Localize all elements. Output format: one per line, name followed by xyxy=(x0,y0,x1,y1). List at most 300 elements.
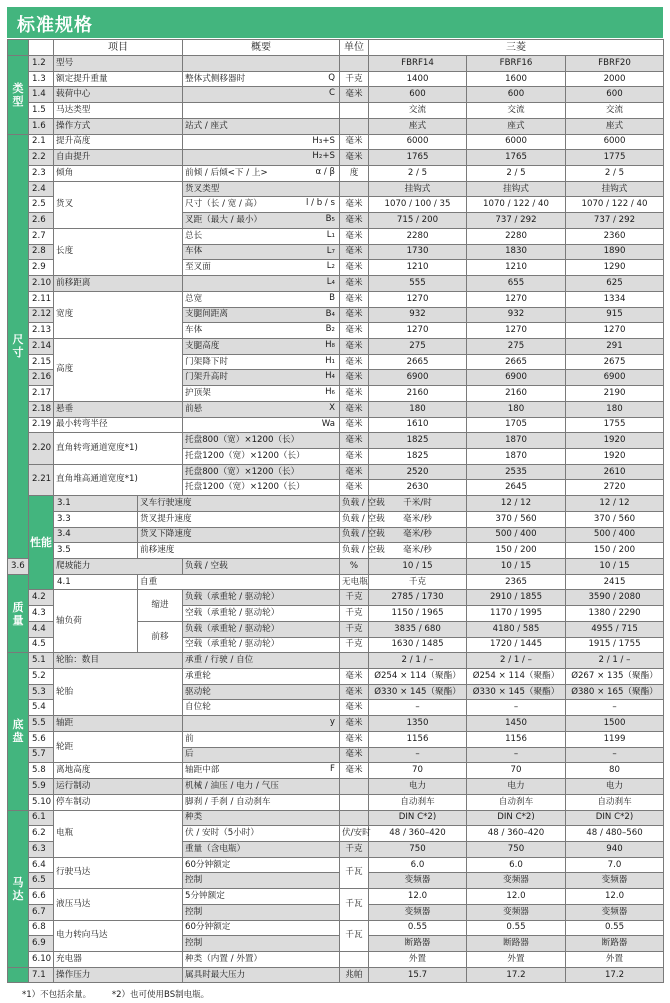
value-cell: 挂钩式 xyxy=(467,181,566,197)
unit-cell: 毫米 xyxy=(340,700,369,716)
summary-cell xyxy=(183,794,340,810)
value-cell: 自动刹车 xyxy=(566,794,664,810)
value-cell: 2280 xyxy=(467,228,566,244)
value-cell: 2365 xyxy=(467,574,566,590)
value-cell: 370 / 560 xyxy=(467,511,566,527)
row-number: 2.6 xyxy=(29,213,54,229)
summary-text: 托盘1200（宽）×1200（长） xyxy=(185,450,305,461)
item-label: 自重 xyxy=(138,574,340,590)
value-cell: 2 / 1 / – xyxy=(566,653,664,669)
value-cell: 2675 xyxy=(566,354,664,370)
table-row xyxy=(8,71,664,87)
item-label: 离地高度 xyxy=(54,763,183,779)
value-cell: 座式 xyxy=(566,118,664,134)
row-number: 5.5 xyxy=(29,716,54,732)
unit-cell: 千克 xyxy=(340,841,369,857)
value-cell: 2 / 1 / – xyxy=(369,653,467,669)
category-cell xyxy=(8,967,29,983)
item-label: 长度 xyxy=(54,228,183,275)
item-label: 电瓶 xyxy=(54,810,183,857)
header-num xyxy=(29,40,54,56)
category-cell: 底盘 xyxy=(8,653,29,810)
category-cell: 质量 xyxy=(8,574,29,653)
value-cell: 交流 xyxy=(566,103,664,119)
item-label: 行驶马达 xyxy=(54,857,183,888)
row-number: 1.4 xyxy=(29,87,54,103)
symbol-text: L₂ xyxy=(326,261,335,272)
value-cell: 6.0 xyxy=(369,857,467,873)
row-number: 2.20 xyxy=(29,433,54,464)
table-row xyxy=(8,559,664,575)
unit-cell: 毫米 xyxy=(340,417,369,433)
unit-cell: 毫米 xyxy=(340,276,369,292)
table-row xyxy=(8,291,664,307)
category-cell: 类型 xyxy=(8,56,29,135)
value-cell: 12.0 xyxy=(467,889,566,905)
row-number: 6.10 xyxy=(29,951,54,967)
row-number: 6.7 xyxy=(29,904,54,920)
symbol-text: H₃+S xyxy=(312,135,335,146)
value-cell: 1170 / 1995 xyxy=(467,606,566,622)
unit-cell xyxy=(340,118,369,134)
value-cell: FBRF16 xyxy=(467,56,566,72)
summary-text: 5分钟额定 xyxy=(185,890,225,901)
value-cell: 1199 xyxy=(566,731,664,747)
value-cell: DIN C*2) xyxy=(566,810,664,826)
table-row xyxy=(8,967,664,983)
value-cell: 180 xyxy=(566,401,664,417)
value-cell: 2000 xyxy=(566,71,664,87)
unit-cell: 千瓦 xyxy=(340,920,369,951)
summary-cell xyxy=(183,134,340,150)
unit-cell: 千克 xyxy=(340,590,369,606)
value-cell: 150 / 200 xyxy=(467,543,566,559)
row-number: 2.14 xyxy=(29,338,54,354)
value-cell: 变频器 xyxy=(369,873,467,889)
value-cell: Ø330 × 145（聚酯） xyxy=(369,684,467,700)
summary-cell xyxy=(183,920,340,936)
unit-cell: 兆帕 xyxy=(340,967,369,983)
value-cell: 1350 xyxy=(369,716,467,732)
value-cell: 电力 xyxy=(467,779,566,795)
summary-text: 脚刹 / 手刹 / 自动刹车 xyxy=(185,796,271,807)
summary-text: 控制 xyxy=(185,938,203,949)
value-cell: 500 / 400 xyxy=(467,527,566,543)
value-cell: 10 / 15 xyxy=(467,559,566,575)
summary-cell xyxy=(183,71,340,87)
summary-text: 轴距中部 xyxy=(185,765,220,776)
value-cell: 2280 xyxy=(369,228,467,244)
header-unit: 单位 xyxy=(340,40,369,56)
item-label: 自由提升 xyxy=(54,150,183,166)
table-row xyxy=(8,511,664,527)
summary-cell xyxy=(183,621,340,637)
value-cell: 1400 xyxy=(369,71,467,87)
table-row xyxy=(8,669,664,685)
row-number: 2.12 xyxy=(29,307,54,323)
value-cell: 750 xyxy=(467,841,566,857)
symbol-text: H₁ xyxy=(325,355,335,366)
value-cell: – xyxy=(566,747,664,763)
value-cell: DIN C*2) xyxy=(369,810,467,826)
row-number: 5.8 xyxy=(29,763,54,779)
item-label: 提升高度 xyxy=(54,134,183,150)
value-cell: 断路器 xyxy=(369,936,467,952)
item-label: 货叉提升速度 xyxy=(138,511,340,527)
table-row xyxy=(8,87,664,103)
unit-cell xyxy=(340,779,369,795)
value-cell: 275 xyxy=(467,338,566,354)
row-number: 7.1 xyxy=(29,967,54,983)
row-number: 2.21 xyxy=(29,464,54,495)
summary-text: 托盘800（宽）×1200（长） xyxy=(185,466,300,477)
unit-cell: 毫米 xyxy=(340,354,369,370)
table-row xyxy=(8,857,664,873)
summary-cell xyxy=(183,103,340,119)
unit-cell xyxy=(340,951,369,967)
value-cell: FBRF14 xyxy=(369,56,467,72)
row-number: 4.5 xyxy=(29,637,54,653)
value-cell: 2785 / 1730 xyxy=(369,590,467,606)
item-label: 高度 xyxy=(54,338,183,401)
item-label: 液压马达 xyxy=(54,889,183,920)
value-cell: 0.55 xyxy=(467,920,566,936)
symbol-text: B xyxy=(329,292,335,303)
value-cell: 电力 xyxy=(566,779,664,795)
value-cell: 1870 xyxy=(467,433,566,449)
value-cell: 3835 / 680 xyxy=(369,621,467,637)
summary-cell xyxy=(183,559,340,575)
summary-text: 种类 xyxy=(185,812,203,823)
value-cell: 6000 xyxy=(566,134,664,150)
value-cell: 48 / 480–560 xyxy=(566,826,664,842)
row-number: 2.4 xyxy=(29,181,54,197)
symbol-text: y xyxy=(329,717,335,728)
row-number: 5.10 xyxy=(29,794,54,810)
summary-text: 前倾 / 后倾<下 / 上> xyxy=(185,167,268,178)
row-number: 6.8 xyxy=(29,920,54,936)
summary-text: 门架降下时 xyxy=(185,356,228,367)
unit-cell xyxy=(340,810,369,826)
value-cell: 变频器 xyxy=(467,873,566,889)
row-number: 6.3 xyxy=(29,841,54,857)
summary-text: 负载 / 空载 xyxy=(185,560,228,571)
value-cell: 2665 xyxy=(369,354,467,370)
summary-text: 站式 / 座式 xyxy=(185,120,228,131)
table-row xyxy=(8,574,664,590)
header-summary: 概要 xyxy=(183,40,340,56)
value-cell: 6000 xyxy=(369,134,467,150)
value-cell: 940 xyxy=(566,841,664,857)
value-cell: 2535 xyxy=(467,464,566,480)
summary-cell xyxy=(183,810,340,826)
summary-text: 负载（承重轮 / 驱动轮） xyxy=(185,623,280,634)
table-row xyxy=(8,810,664,826)
category-cell: 尺寸 xyxy=(8,134,29,558)
summary-cell xyxy=(183,716,340,732)
value-cell: 3590 / 2080 xyxy=(566,590,664,606)
row-number: 5.2 xyxy=(29,669,54,685)
row-number: 2.11 xyxy=(29,291,54,307)
item-label: 直角转弯通道宽度*1) xyxy=(54,433,183,464)
table-row xyxy=(8,951,664,967)
summary-text: 前悬 xyxy=(185,403,203,414)
value-cell: 48 / 360–420 xyxy=(467,826,566,842)
value-cell: 150 / 200 xyxy=(566,543,664,559)
row-number: 2.13 xyxy=(29,323,54,339)
value-cell: 1915 / 1755 xyxy=(566,637,664,653)
row-number: 5.7 xyxy=(29,747,54,763)
value-cell: – xyxy=(566,700,664,716)
value-cell: FBRF20 xyxy=(566,56,664,72)
row-number: 3.1 xyxy=(54,496,138,512)
value-cell: 737 / 292 xyxy=(566,213,664,229)
value-cell: 932 xyxy=(467,307,566,323)
summary-text: 总宽 xyxy=(185,293,203,304)
value-cell: 1150 / 1965 xyxy=(369,606,467,622)
unit-cell: 千瓦 xyxy=(340,889,369,920)
summary-cell xyxy=(183,118,340,134)
value-cell: 变频器 xyxy=(566,904,664,920)
value-cell: 1720 / 1445 xyxy=(467,637,566,653)
value-cell: 750 xyxy=(369,841,467,857)
value-cell: 2 / 5 xyxy=(467,166,566,182)
table-row xyxy=(8,181,664,197)
summary-cell xyxy=(183,244,340,260)
item-label: 额定提升重量 xyxy=(54,71,183,87)
summary-text: 承重轮 xyxy=(185,670,211,681)
row-number: 2.8 xyxy=(29,244,54,260)
unit-cell: 毫米 xyxy=(340,480,369,496)
value-cell: 1920 xyxy=(566,448,664,464)
footnote-1: *1）不包括余量。 xyxy=(22,990,92,1000)
item-label: 轮胎：数目 xyxy=(54,653,183,669)
summary-cell xyxy=(183,228,340,244)
summary-cell xyxy=(183,181,340,197)
summary-text: 托盘1200（宽）×1200（长） xyxy=(185,482,305,493)
summary-cell xyxy=(183,401,340,417)
item-label: 载荷中心 xyxy=(54,87,183,103)
symbol-text: B₂ xyxy=(325,324,335,335)
value-cell: 6900 xyxy=(566,370,664,386)
item-label: 宽度 xyxy=(54,291,183,338)
row-number: 3.5 xyxy=(54,543,138,559)
unit-cell: 千克 xyxy=(340,637,369,653)
summary-cell xyxy=(183,747,340,763)
row-number: 6.2 xyxy=(29,826,54,842)
summary-text: 控制 xyxy=(185,875,203,886)
footnote-2: *2）也可使用BS制电瓶。 xyxy=(111,990,210,1000)
summary-cell xyxy=(183,731,340,747)
unit-cell: 毫米 xyxy=(340,338,369,354)
header-manufacturer: 三菱 xyxy=(369,40,664,56)
value-cell: 1270 xyxy=(467,323,566,339)
symbol-text: B₅ xyxy=(325,214,335,225)
item-label: 直角堆高通道宽度*1) xyxy=(54,464,183,495)
symbol-text: F xyxy=(330,764,335,775)
value-cell: 1830 xyxy=(467,244,566,260)
value-cell: 10 / 15 xyxy=(369,559,467,575)
row-number: 6.5 xyxy=(29,873,54,889)
unit-cell: 度 xyxy=(340,166,369,182)
value-cell: DIN C*2) xyxy=(467,810,566,826)
value-cell: 6900 xyxy=(369,370,467,386)
unit-cell: 毫米 xyxy=(340,747,369,763)
table-row xyxy=(8,464,664,480)
value-cell: 自动刹车 xyxy=(467,794,566,810)
value-cell: 600 xyxy=(566,87,664,103)
unit-cell: 毫米 xyxy=(340,464,369,480)
item-label: 货叉下降速度 xyxy=(138,527,340,543)
value-cell: 932 xyxy=(369,307,467,323)
unit-cell: % xyxy=(340,559,369,575)
summary-text: 60分钟额定 xyxy=(185,922,231,933)
summary-text: 空载（承重轮 / 驱动轮） xyxy=(185,639,280,650)
summary-cell xyxy=(183,841,340,857)
value-cell: 座式 xyxy=(467,118,566,134)
value-cell: 2630 xyxy=(369,480,467,496)
item-label: 悬垂 xyxy=(54,401,183,417)
summary-text: 种类（内置 / 外置） xyxy=(185,953,263,964)
unit-cell: 毫米 xyxy=(340,291,369,307)
summary-cell xyxy=(183,857,340,873)
row-number: 2.19 xyxy=(29,417,54,433)
value-cell: 1450 xyxy=(467,716,566,732)
item-label: 运行制动 xyxy=(54,779,183,795)
summary-text: 支腿间距离 xyxy=(185,309,228,320)
item-label: 电力转向马达 xyxy=(54,920,183,951)
symbol-text: H₆ xyxy=(325,387,335,398)
unit-cell: 毫米 xyxy=(340,213,369,229)
summary-text: 前 xyxy=(185,733,194,744)
table-row xyxy=(8,527,664,543)
value-cell: 1070 / 122 / 40 xyxy=(467,197,566,213)
symbol-text: H₈ xyxy=(325,339,335,350)
value-cell: 1730 xyxy=(369,244,467,260)
value-cell: 1290 xyxy=(566,260,664,276)
value-cell: 外置 xyxy=(467,951,566,967)
unit-cell: 毫米 xyxy=(340,307,369,323)
header-item: 项目 xyxy=(54,40,183,56)
unit-cell: 毫米/秒 xyxy=(369,543,467,559)
summary-text: 门架升高时 xyxy=(185,372,228,383)
value-cell: 10 / 15 xyxy=(566,559,664,575)
row-number: 1.5 xyxy=(29,103,54,119)
value-cell: 1920 xyxy=(566,433,664,449)
unit-cell: 毫米 xyxy=(340,244,369,260)
table-row xyxy=(8,118,664,134)
value-cell: – xyxy=(467,700,566,716)
value-cell: 1334 xyxy=(566,291,664,307)
summary-cell xyxy=(340,543,385,559)
value-cell: 1210 xyxy=(467,260,566,276)
row-number: 6.1 xyxy=(29,810,54,826)
summary-text: 车体 xyxy=(185,246,203,257)
row-number: 2.18 xyxy=(29,401,54,417)
summary-cell xyxy=(183,763,340,779)
value-cell: 挂钩式 xyxy=(566,181,664,197)
symbol-text: α / β xyxy=(315,167,335,178)
value-cell: 600 xyxy=(369,87,467,103)
value-cell: 0.55 xyxy=(369,920,467,936)
unit-cell: 毫米 xyxy=(340,134,369,150)
table-row xyxy=(8,543,664,559)
unit-cell: 毫米/秒 xyxy=(369,511,467,527)
value-cell: 1270 xyxy=(566,323,664,339)
title-bar xyxy=(7,7,663,38)
summary-cell xyxy=(183,87,340,103)
value-cell: 2160 xyxy=(369,386,467,402)
unit-cell: 毫米 xyxy=(340,386,369,402)
value-cell: 1156 xyxy=(369,731,467,747)
value-cell: 4180 / 585 xyxy=(467,621,566,637)
value-cell: 座式 xyxy=(369,118,467,134)
summary-text: 控制 xyxy=(185,906,203,917)
summary-cell xyxy=(183,417,340,433)
value-cell: 1270 xyxy=(369,291,467,307)
value-cell: 12 / 12 xyxy=(467,496,566,512)
symbol-text: Wa xyxy=(321,418,335,429)
row-number: 6.6 xyxy=(29,889,54,905)
summary-cell xyxy=(183,276,340,292)
table-row xyxy=(8,920,664,936)
item-label: 操作方式 xyxy=(54,118,183,134)
value-cell: 291 xyxy=(566,338,664,354)
value-cell: 7.0 xyxy=(566,857,664,873)
symbol-text: L₇ xyxy=(326,245,335,256)
summary-cell xyxy=(340,496,385,512)
row-number: 1.6 xyxy=(29,118,54,134)
value-cell: 1270 xyxy=(369,323,467,339)
value-cell: 2610 xyxy=(566,464,664,480)
row-number: 5.6 xyxy=(29,731,54,747)
table-row xyxy=(8,56,664,72)
summary-text: 车体 xyxy=(185,325,203,336)
summary-cell xyxy=(183,779,340,795)
summary-text: 货叉类型 xyxy=(185,183,220,194)
value-cell: 0.55 xyxy=(566,920,664,936)
summary-cell xyxy=(183,197,340,213)
table-row xyxy=(8,433,664,449)
symbol-text: L₁ xyxy=(326,229,335,240)
unit-cell: 毫米 xyxy=(340,401,369,417)
summary-cell xyxy=(340,574,369,590)
value-cell: – xyxy=(467,747,566,763)
unit-cell: 千克 xyxy=(369,574,467,590)
table-row xyxy=(8,779,664,795)
row-number: 6.9 xyxy=(29,936,54,952)
value-cell: 1755 xyxy=(566,417,664,433)
value-cell: 电力 xyxy=(369,779,467,795)
row-number: 3.4 xyxy=(54,527,138,543)
unit-cell xyxy=(340,181,369,197)
value-cell: 2160 xyxy=(467,386,566,402)
summary-cell xyxy=(183,150,340,166)
value-cell: Ø330 × 145（聚酯） xyxy=(467,684,566,700)
item-label: 轴负荷 xyxy=(54,590,138,653)
footnotes xyxy=(22,988,227,1000)
value-cell: 180 xyxy=(369,401,467,417)
symbol-text: L₄ xyxy=(326,277,335,288)
item-label: 轴距 xyxy=(54,716,183,732)
value-cell: 变频器 xyxy=(566,873,664,889)
summary-text: 空载（承重轮 / 驱动轮） xyxy=(185,608,280,619)
summary-cell xyxy=(183,354,340,370)
summary-text: 至叉面 xyxy=(185,262,211,273)
category-cell: 马达 xyxy=(8,810,29,967)
value-cell: 370 / 560 xyxy=(566,511,664,527)
item-label: 爬坡能力 xyxy=(54,559,183,575)
